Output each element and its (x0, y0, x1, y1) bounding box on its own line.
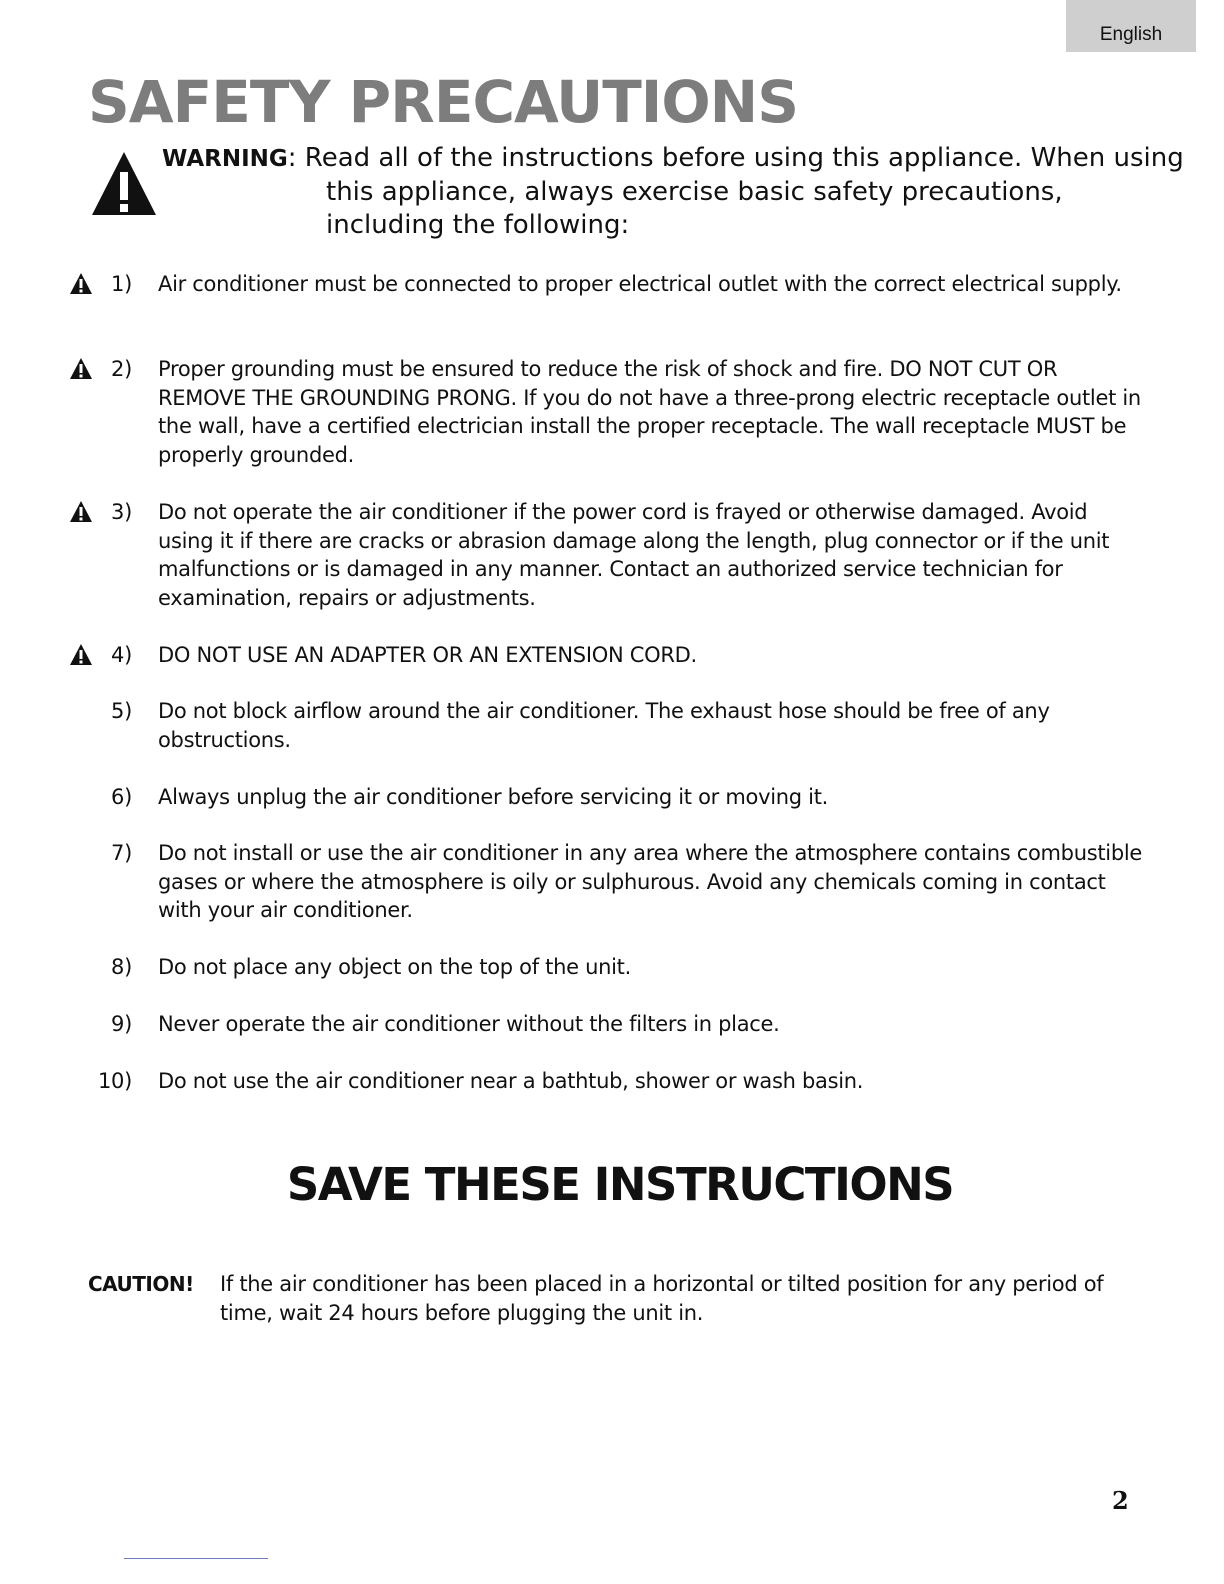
item-text: Do not operate the air conditioner if the power cord is frayed or otherwise damaged. Avoid using it if there are cracks or abrasion damage along the length, plug connector or if the unit malfunctions or is damaged in any manner. Contact an authorized service technician for examination, repairs or adjustments. (158, 500, 1110, 610)
item-number: 5) (111, 699, 132, 723)
warning-paragraph (162, 142, 1184, 242)
caution-label: CAUTION! (88, 1272, 194, 1296)
item-text: Do not install or use the air conditioner in any area where the atmosphere contains combustible gases or where the atmosphere is oily or sulphurous. Avoid any chemicals coming in contact with your air conditioner. (158, 841, 1143, 922)
page-number: 2 (1112, 1486, 1129, 1515)
warning-icon (69, 643, 93, 666)
warning-first-line: : Read all of the instructions before using this appliance. When using (287, 143, 1184, 173)
item-text: Never operate the air conditioner without the filters in place. (158, 1012, 780, 1036)
item-number: 3) (111, 500, 132, 524)
item-number: 4) (111, 643, 132, 667)
item-text: DO NOT USE AN ADAPTER OR AN EXTENSION CORD. (158, 643, 697, 667)
item-number: 2) (111, 357, 132, 381)
item-number: 9) (111, 1012, 132, 1036)
item-text: Proper grounding must be ensured to reduce the risk of shock and fire. DO NOT CUT OR REMOVE THE GROUNDING PRONG. If you do not have a three-prong electric receptacle outlet in the wall, have a certified electrician install the proper receptacle. The wall receptacle MUST be properly grounded. (158, 357, 1141, 467)
footer-rule (124, 1558, 268, 1559)
warning-icon (90, 150, 158, 216)
save-instructions-heading: SAVE THESE INSTRUCTIONS (286, 1158, 954, 1211)
item-text: Do not block airflow around the air conditioner. The exhaust hose should be free of any obstructions. (158, 699, 1050, 752)
warning-icon (69, 357, 93, 380)
item-number: 1) (111, 272, 132, 296)
warning-icon (69, 500, 93, 523)
language-tab: English (1066, 0, 1196, 52)
item-number: 7) (111, 841, 132, 865)
warning-label: WARNING (162, 146, 288, 172)
item-number: 10) (97, 1069, 132, 1093)
page-title: SAFETY PRECAUTIONS (88, 68, 798, 136)
warning-rest: this appliance, always exercise basic safety precautions, including the following: (326, 177, 1063, 240)
item-text: Always unplug the air conditioner before servicing it or moving it. (158, 785, 828, 809)
item-number: 6) (111, 785, 132, 809)
caution-text: If the air conditioner has been placed in a horizontal or tilted position for any period of time, wait 24 hours before plugging the unit in. (220, 1272, 1104, 1325)
item-text: Air conditioner must be connected to proper electrical outlet with the correct electrical supply. (158, 272, 1122, 296)
item-number: 8) (111, 955, 132, 979)
item-text: Do not place any object on the top of the unit. (158, 955, 631, 979)
warning-icon (69, 272, 93, 295)
item-text: Do not use the air conditioner near a bathtub, shower or wash basin. (158, 1069, 864, 1093)
